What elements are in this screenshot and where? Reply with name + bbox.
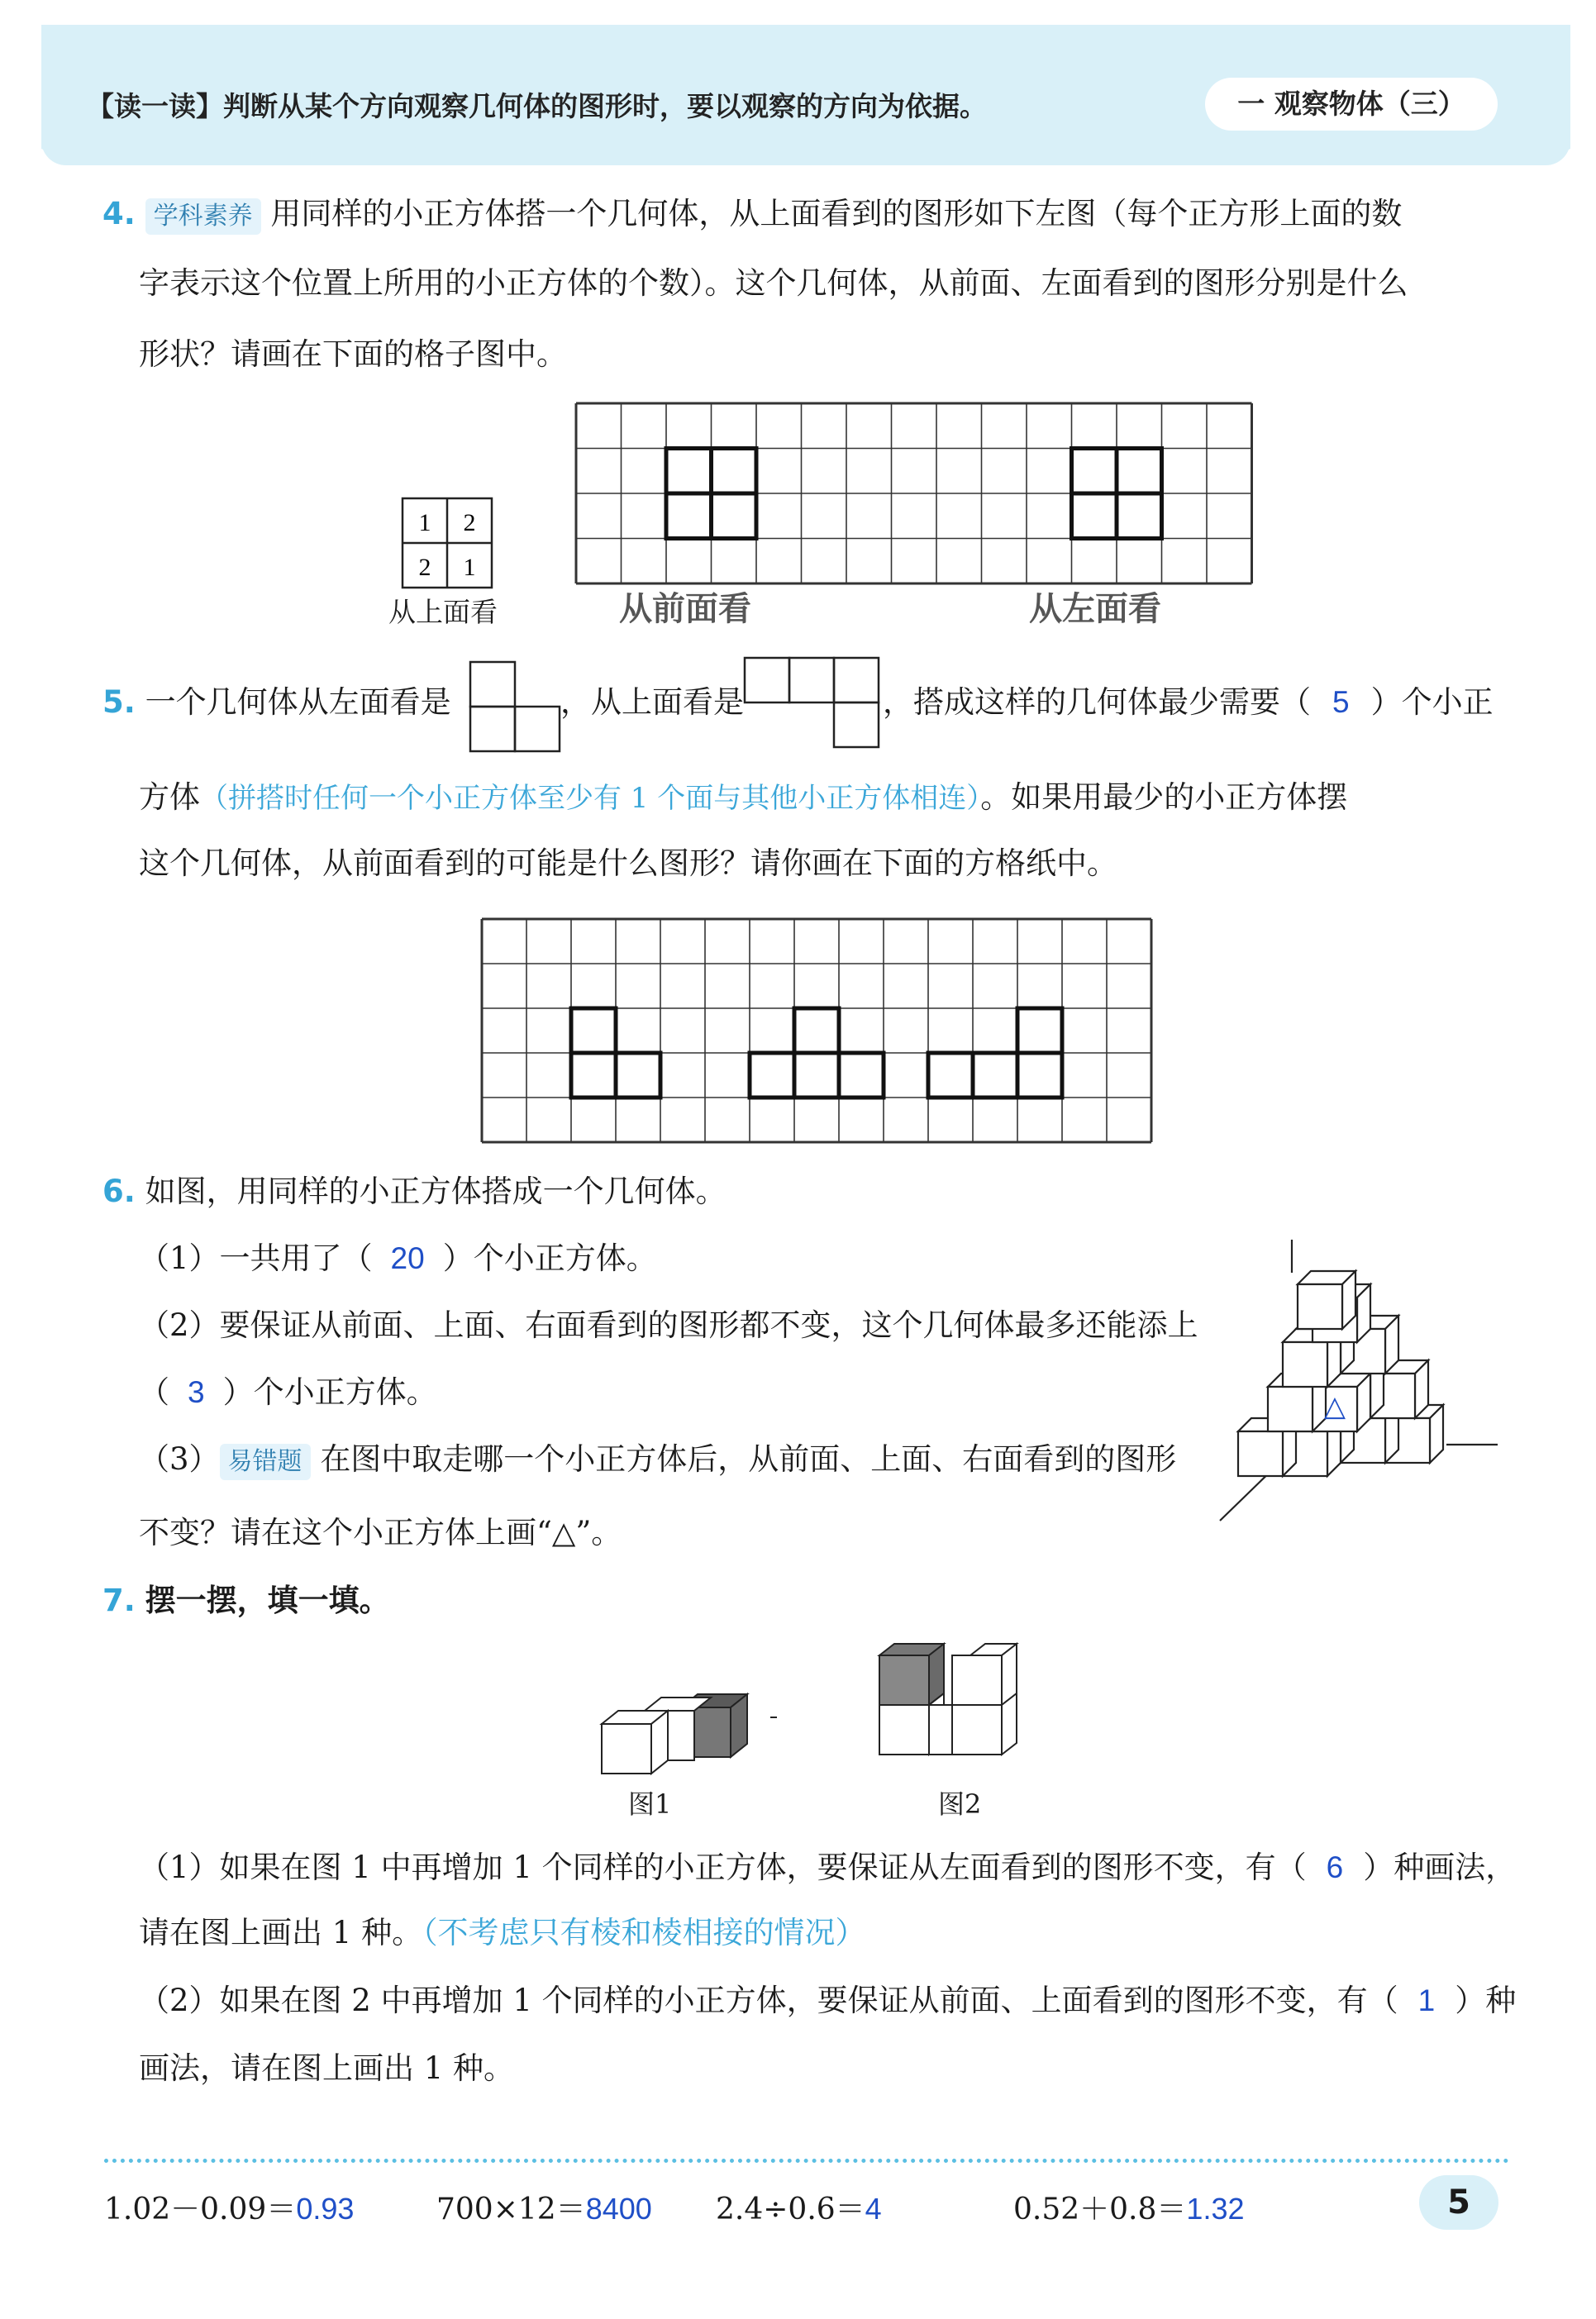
q7-fig1-label: 图1 [628,1788,672,1820]
q4-answer-grid[interactable] [576,403,1254,569]
q4-left-label: 从左面看 [1029,590,1161,628]
calc-expr: 700×12＝ [436,2193,586,2226]
q7-figure-1[interactable] [595,1678,785,1777]
q4-tag: 学科素养 [145,198,261,235]
q5-text-b: ，从上面看是 [560,684,744,720]
q6-part3-line2: 不变？请在这个小正方体上画“△”。 [139,1515,622,1550]
q7-title: 摆一摆，填一填。 [145,1583,390,1618]
q4-line2: 字表示这个位置上所用的小正方体的个数）。这个几何体，从前面、左面看到的图形分别是什么 [139,265,1408,301]
unit-badge-text: 一 观察物体（三） [1237,88,1465,120]
drawn-square [839,1053,884,1098]
q6-part1 [139,1238,657,1279]
cube[interactable] [602,1711,668,1774]
q5-note: （拼搭时任何一个小正方体至少有 1 个面与其他小正方体相连） [200,782,981,815]
q5-top-view-shape [744,657,880,748]
q7-p2-answer[interactable]: 1 [1417,1983,1436,2017]
q5-line2 [139,777,1347,819]
q4-line3: 形状？请画在下面的格子图中。 [139,336,567,372]
drawn-square [1117,493,1162,539]
drawn-square [1072,493,1117,539]
calc-answer: 0.93 [296,2192,355,2226]
q7-p1-a: （1）如果在图 1 中再增加 1 个同样的小正方体，要保证从左面看到的图形不变，有（ [139,1850,1307,1885]
q4-top-view-grid [402,498,493,588]
q7-figure-2[interactable] [876,1640,1041,1781]
drawn-square [712,493,757,539]
q6-p3-a: （3） [139,1441,220,1477]
q6-cube-stack[interactable] [1215,1240,1513,1529]
q5-text-d: ）个小正 [1370,684,1494,720]
calc-answer: 8400 [585,2192,652,2226]
drawn-square [1017,1053,1062,1098]
drawn-square [571,1053,616,1098]
calc-item [1013,2186,1245,2228]
q7-fig2-label: 图2 [938,1788,982,1820]
q5-answer-grid[interactable] [482,919,1155,1134]
q6-part3-line1 [139,1439,1176,1480]
q7-part1-line1 [139,1847,1516,1888]
q7-title-line [102,1580,390,1621]
q6-part2-line1: （2）要保证从前面、上面、右面看到的图形都不变，这个几何体最多还能添上 [139,1307,1198,1343]
q7-p2-b: ）种 [1455,1983,1517,2018]
drawn-square [571,1008,616,1053]
drawn-square [928,1053,973,1098]
q4-top-view-label: 从上面看 [388,596,498,628]
q6-p2-answer[interactable]: 3 [188,1375,205,1409]
q5-text-c: ，搭成这样的几何体最少需要（ [883,684,1311,720]
header-wave [41,124,1570,182]
q7-p1-line2: 请在图上画出 1 种。 [139,1915,423,1950]
q7-part1-line2 [139,1912,866,1954]
calc-answer: 4 [865,2192,882,2226]
q5-line1-rest [883,682,1494,723]
calc-item [716,2186,882,2228]
calc-expr: 1.02－0.09＝ [104,2193,297,2226]
q6-p1-a: （1）一共用了（ [139,1240,373,1276]
q6-p1-answer[interactable]: 20 [390,1241,425,1275]
q6-intro: 如图，用同样的小正方体搭成一个几何体。 [145,1174,727,1209]
q6-p2-a: （ [139,1374,169,1410]
calc-item [436,2186,652,2228]
drawn-square [616,1053,660,1098]
q6-number: 6. [102,1174,136,1209]
q7-part2-line1 [139,1980,1516,2021]
q6-p3-b: 在图中取走哪一个小正方体后，从前面、上面、右面看到的图形 [320,1441,1177,1477]
page-number: 5 [1419,2175,1498,2230]
drawn-square [794,1053,839,1098]
top-view-cell: 1 [418,509,431,536]
top-view-cell: 1 [463,554,476,581]
drawn-square [750,1053,794,1098]
q5-answer[interactable]: 5 [1332,685,1350,719]
q5-text-a: 一个几何体从左面看是 [145,684,451,720]
top-view-cell: 2 [463,509,476,536]
drawn-square [973,1053,1017,1098]
q5-line2-b: 。如果用最少的小正方体摆 [980,779,1348,815]
q4-number: 4. [102,196,136,231]
q5-line1 [102,682,451,723]
triangle-mark: △ [1323,1390,1346,1423]
q7-p1-note: （不考虑只有棱和棱相接的情况） [422,1915,866,1950]
cube[interactable] [952,1644,1017,1705]
calc-item [104,2186,354,2228]
q5-number: 5. [102,684,136,720]
cube[interactable] [1298,1271,1355,1329]
q7-p1-answer[interactable]: 6 [1326,1850,1344,1884]
q7-number: 7. [102,1583,136,1618]
q5-left-view-shape [469,661,560,752]
q4-text-line1: 用同样的小正方体搭一个几何体，从上面看到的图形如下左图（每个正方形上面的数 [270,196,1403,231]
q5-line3: 这个几何体，从前面看到的可能是什么图形？请你画在下面的方格纸中。 [139,845,1117,881]
drawn-square [666,493,712,539]
drawn-square [1072,449,1117,494]
q4-line1 [102,193,1402,235]
calc-expr: 0.52＋0.8＝ [1013,2193,1187,2226]
calc-answer: 1.32 [1186,2192,1245,2226]
q7-p2-a: （2）如果在图 2 中再增加 1 个同样的小正方体，要保证从前面、上面看到的图形不变，有（ [139,1983,1398,2018]
drawn-square [1017,1008,1062,1053]
q4-front-label: 从前面看 [619,590,751,628]
q5-line2-a: 方体 [139,779,200,815]
calc-expr: 2.4÷0.6＝ [716,2193,865,2226]
q6-p3-tag: 易错题 [220,1444,311,1480]
q7-part2-line2: 画法，请在图上画出 1 种。 [139,2050,515,2086]
drawn-square [794,1008,839,1053]
q6-p1-b: ）个小正方体。 [442,1240,657,1276]
reading-tip: 【读一读】判断从某个方向观察几何体的图形时，要以观察的方向为依据。 [87,90,987,122]
top-view-cell: 2 [418,554,431,581]
drawn-square [1117,449,1162,494]
q6-p2-b: ）个小正方体。 [222,1374,437,1410]
q6-line-intro [102,1171,727,1212]
q7-p1-b: ）种画法， [1363,1850,1517,1885]
cube[interactable] [879,1644,944,1705]
unit-badge [1205,78,1498,131]
q6-part2-line2 [139,1372,437,1413]
drawn-square [712,449,757,494]
footer-divider [104,2159,1509,2163]
drawn-square [666,449,712,494]
